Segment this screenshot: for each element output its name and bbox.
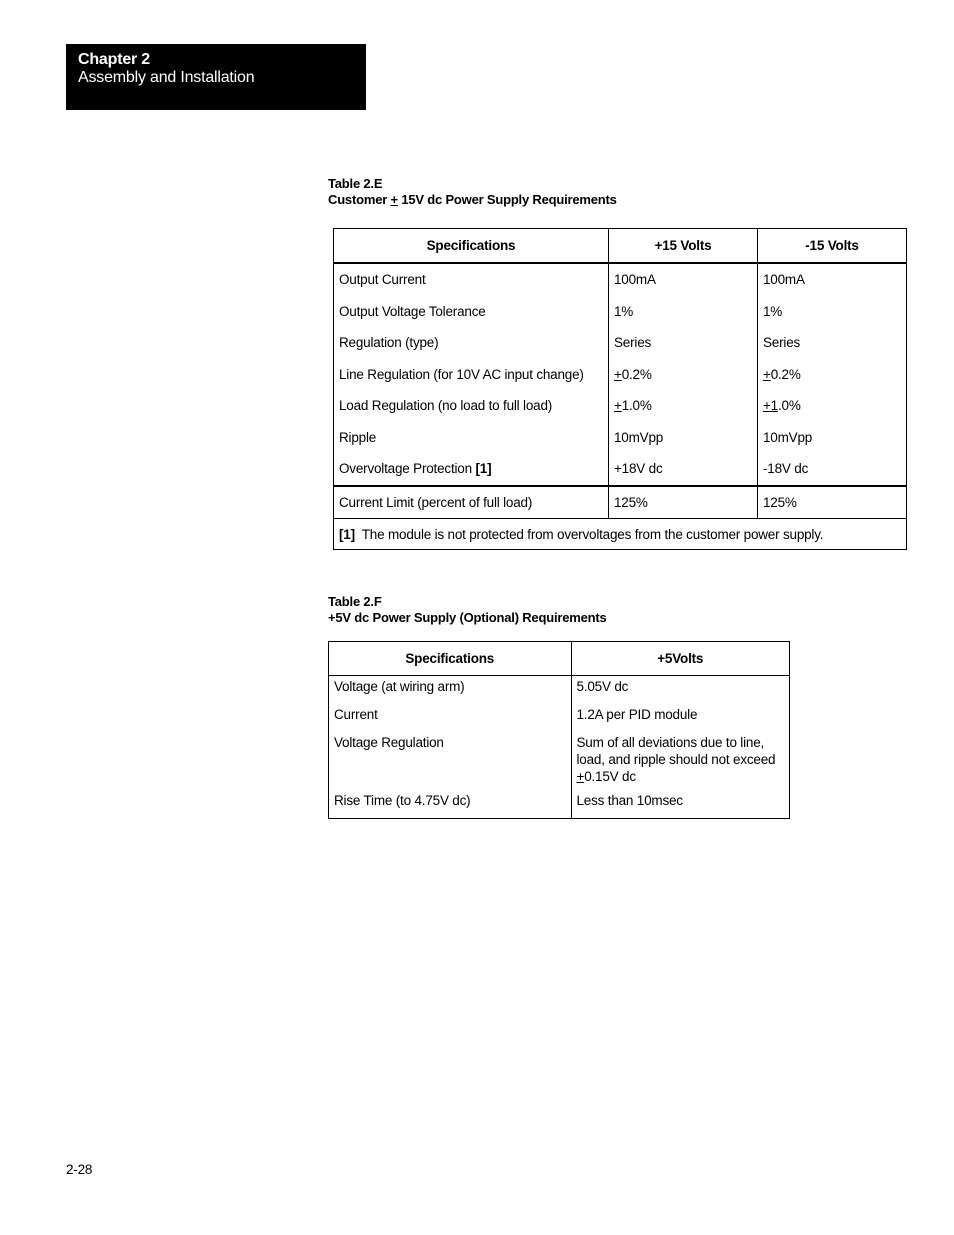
table-row: [329, 790, 790, 819]
cell-value: Sum of all deviations due to line, load, and ripple should not exceed: [576, 735, 776, 767]
column-header: Specifications: [329, 642, 572, 676]
chapter-header: [66, 44, 366, 110]
plus-minus-sign: +: [576, 769, 585, 784]
table-e-title: [328, 192, 617, 208]
table-f: [328, 641, 790, 819]
cell-value: 0.15V dc: [584, 769, 636, 784]
table-cell: Series: [609, 327, 758, 359]
table-row: [334, 327, 907, 359]
table-cell: 1.2A per PID module: [576, 707, 698, 722]
table-cell: 10mVpp: [763, 429, 813, 445]
table-row: [334, 390, 907, 422]
table-cell: Voltage Regulation: [329, 732, 572, 790]
cell-value: 0.2%: [770, 366, 801, 382]
table-cell: [571, 732, 790, 790]
chapter-title: Assembly and Installation: [78, 69, 255, 86]
table-cell: [334, 453, 609, 486]
cell-value: 0.2%: [621, 366, 652, 382]
table-cell: Voltage (at wiring arm): [329, 676, 572, 705]
table-cell: Current Limit (percent of full load): [334, 486, 609, 519]
table-e: [333, 228, 907, 550]
table-footnote-row: [334, 519, 907, 550]
cell-value: .0%: [778, 398, 801, 414]
page-number: 2-28: [66, 1162, 93, 1177]
table-row: [329, 676, 790, 705]
table-cell: 125%: [758, 486, 907, 519]
table-cell: 10mVpp: [609, 422, 758, 454]
table-cell: 100mA: [609, 263, 758, 296]
table-e-title-plusminus: +: [390, 192, 398, 207]
table-header-row: [329, 642, 790, 676]
cell-value: Overvoltage Protection: [339, 461, 476, 477]
cell-value: 1.0%: [621, 398, 652, 414]
table-row: [334, 359, 907, 391]
table-cell: Current: [329, 704, 572, 732]
table-row: [334, 486, 907, 519]
table-f-number: Table 2.F: [328, 594, 382, 609]
table-cell: [609, 359, 758, 391]
column-header: +15 Volts: [609, 229, 758, 264]
plus-minus-sign: +: [614, 366, 622, 382]
table-e-caption: [328, 176, 617, 208]
table-cell: [758, 359, 907, 391]
table-cell: -18V dc: [763, 461, 809, 477]
table-header-row: [334, 229, 907, 264]
footnote-text: The module is not protected from overvoltages from the customer power supply.: [361, 526, 824, 542]
table-cell: Less than 10msec: [576, 793, 683, 808]
table-cell: Ripple: [334, 422, 609, 454]
table-e-title-prefix: Customer: [328, 192, 391, 207]
plus-minus-sign: +1: [763, 398, 778, 414]
table-cell: Rise Time (to 4.75V dc): [329, 790, 572, 819]
table-cell: 100mA: [763, 272, 805, 288]
column-header: -15 Volts: [758, 229, 907, 264]
column-header: +5Volts: [571, 642, 790, 676]
footnote-ref: [1]: [475, 461, 492, 477]
table-cell: Series: [763, 335, 801, 351]
plus-minus-sign: +: [614, 398, 622, 414]
table-cell: 125%: [609, 486, 758, 519]
plus-minus-sign: +: [763, 366, 771, 382]
table-row: [334, 422, 907, 454]
table-row: [329, 704, 790, 732]
column-header: Specifications: [334, 229, 609, 264]
table-cell: Output Current: [334, 263, 609, 296]
table-cell: 1%: [763, 303, 783, 319]
table-f-caption: [328, 594, 607, 626]
table-cell: Output Voltage Tolerance: [334, 296, 609, 328]
chapter-number: Chapter 2: [78, 51, 150, 68]
table-row: [334, 453, 907, 486]
table-cell: +18V dc: [609, 453, 758, 486]
table-cell: Line Regulation (for 10V AC input change): [334, 359, 609, 391]
table-row: [329, 732, 790, 790]
table-row: [334, 263, 907, 296]
table-cell: 1%: [609, 296, 758, 328]
table-cell: Regulation (type): [334, 327, 609, 359]
table-e-number: Table 2.E: [328, 176, 383, 191]
table-cell: [758, 390, 907, 422]
footnote-cell: [334, 519, 907, 550]
table-cell: Load Regulation (no load to full load): [334, 390, 609, 422]
footnote-marker: [1]: [339, 526, 355, 542]
table-cell: 5.05V dc: [576, 679, 629, 694]
table-e-title-suffix: 15V dc Power Supply Requirements: [397, 192, 617, 207]
table-cell: [609, 390, 758, 422]
table-f-title: +5V dc Power Supply (Optional) Requirements: [328, 610, 607, 625]
table-row: [334, 296, 907, 328]
